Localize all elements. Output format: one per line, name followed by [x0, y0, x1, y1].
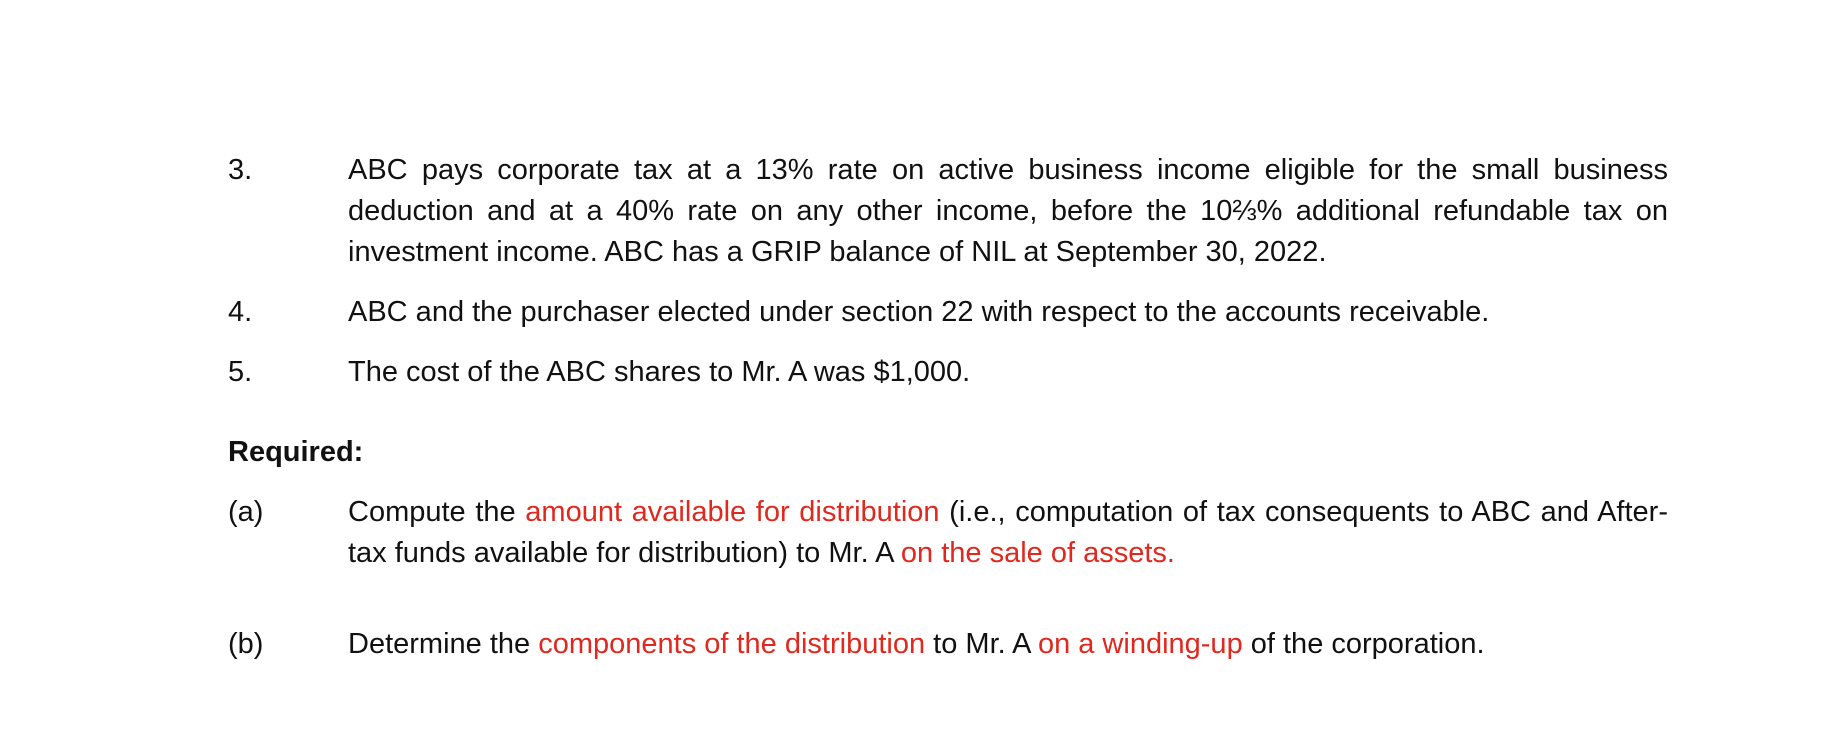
- item-label: (a): [228, 496, 264, 528]
- highlighted-text: amount available for distribution: [525, 496, 940, 528]
- note-text: ABC pays corporate tax at a 13% rate on active business income eligible for the small business deduction and at a 40% rate on any other income, before the 10⅔% additional refundable tax on investment income. ABC has a GRIP balance of NIL at September 30, 2022.: [348, 154, 1668, 268]
- note-number: 5.: [228, 356, 253, 388]
- item-text: [348, 492, 1668, 574]
- note-text: ABC and the purchaser elected under section 22 with respect to the accounts receivable.: [348, 296, 1490, 328]
- text-segment: (i.e., computation of tax consequents to ABC and After-tax funds available for distribution) to Mr. A: [348, 496, 1668, 569]
- item-text: [348, 624, 1668, 665]
- note-text: The cost of the ABC shares to Mr. A was $1,000.: [348, 356, 971, 388]
- text-segment: to Mr. A: [925, 628, 1038, 660]
- text-segment: Compute the: [348, 496, 526, 528]
- text-segment: Determine the: [348, 628, 539, 660]
- item-label: (b): [228, 628, 264, 660]
- highlighted-text: components of the distribution: [538, 628, 926, 660]
- highlighted-text: on a winding-up: [1037, 628, 1243, 660]
- note-number: 4.: [228, 296, 253, 328]
- text-segment: of the corporation.: [1242, 628, 1485, 660]
- highlighted-text: on the sale of assets.: [900, 537, 1175, 569]
- note-number: 3.: [228, 154, 253, 186]
- required-heading: Required:: [228, 436, 364, 468]
